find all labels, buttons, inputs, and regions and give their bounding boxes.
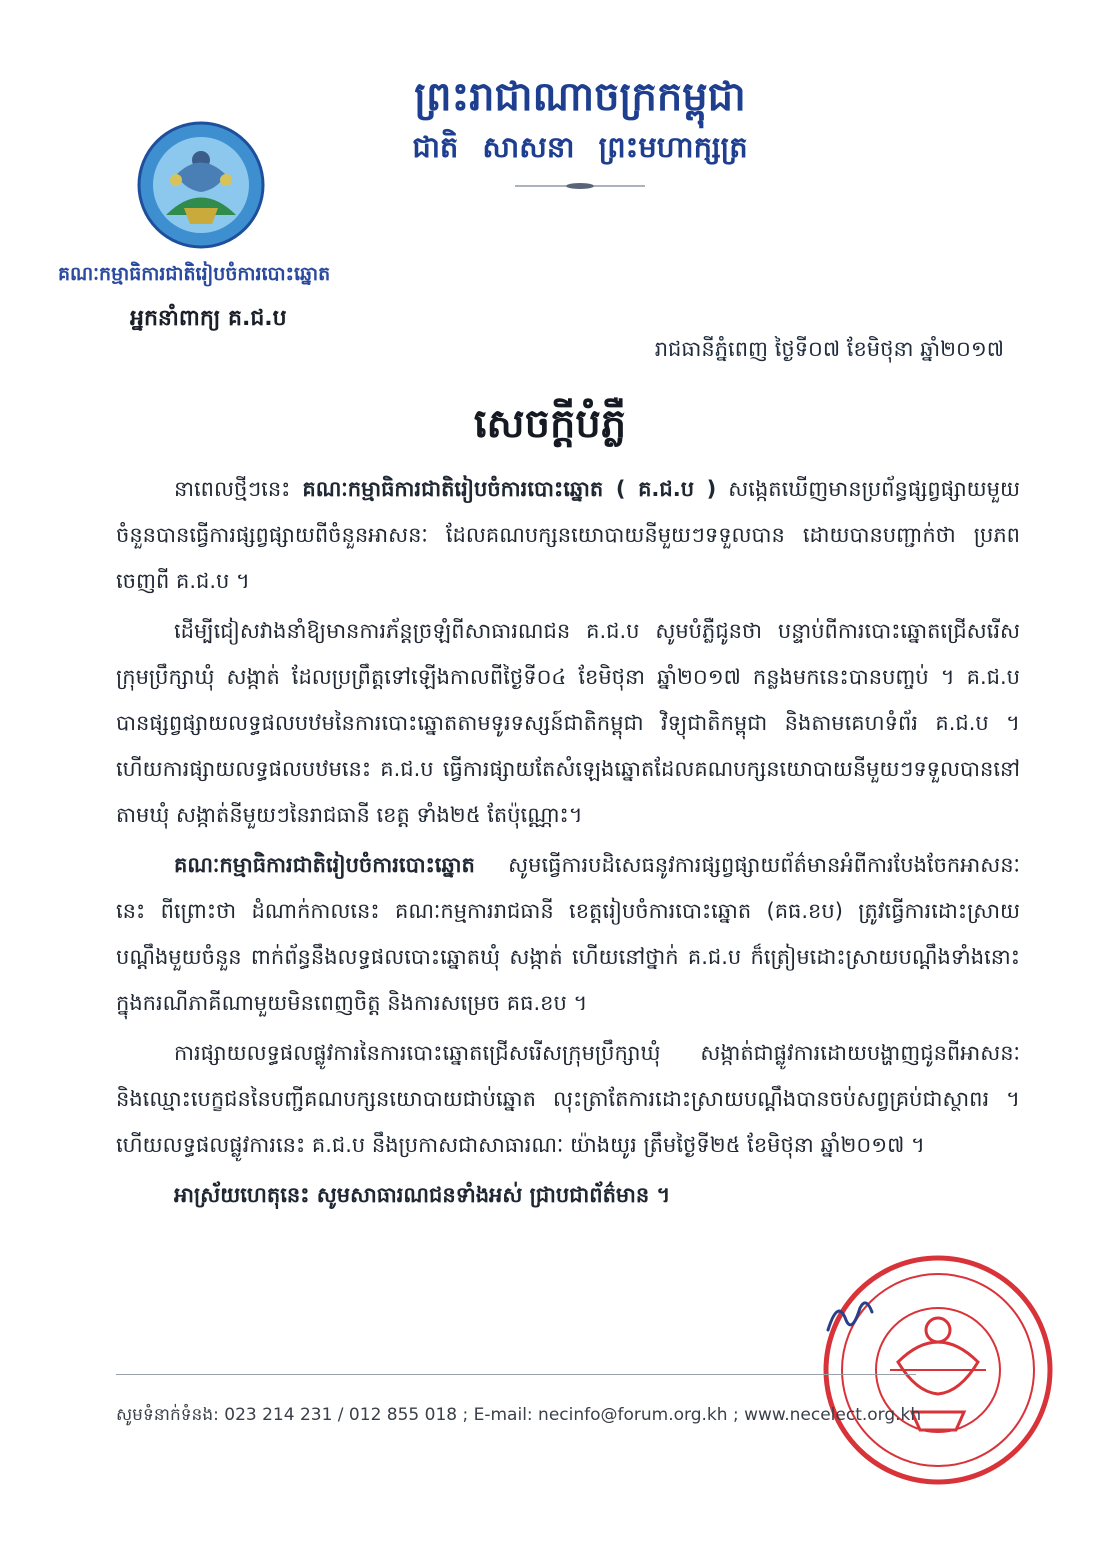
paragraph-1-text: សង្កេតឃើញមានប្រព័ន្ធផ្សព្វផ្សាយមួយចំនួនបានធ្វើការផ្សព្វផ្សាយពីចំនួនអាសនៈ ដែលគណបក្សនយោបាយនីមួយៗទទួលបាន ដោយបានបញ្ជាក់ថា ប្រភពចេញពី គ.ជ.ប ។ — [116, 477, 1021, 593]
date-line: រាជធានីភ្នំពេញ ថ្ងៃទី០៧ ខែមិថុនា ឆ្នាំ២០១៧ — [654, 337, 1004, 361]
paragraph-1 — [116, 466, 1020, 604]
paragraph-1-lead: នាពេលថ្មីៗនេះ — [174, 477, 291, 501]
kingdom-heading-block — [330, 70, 830, 172]
ornament-divider-icon — [515, 182, 645, 190]
paragraph-2: ដើម្បីជៀសវាងនាំឱ្យមានការភ័ន្តច្រឡំពីសាធារណជន គ.ជ.ប សូមបំភ្លឺជូនថា បន្ទាប់ពីការបោះឆ្នោតជ្រើសរើសក្រុមប្រឹក្សាឃុំ សង្កាត់ ដែលប្រព្រឹត្តទៅឡើងកាលពីថ្ងៃទី០៤ ខែមិថុនា ឆ្នាំ២០១៧ កន្លងមកនេះបានបញ្ចប់ ។ គ.ជ.ប បានផ្សព្វផ្សាយលទ្ធផលបឋមនៃការបោះឆ្នោតតាមទូរទស្សន៍ជាតិកម្ពុជា វិទ្យុជាតិកម្ពុជា និងតាមគេហទំព័រ គ.ជ.ប ។ ហើយការផ្សាយលទ្ធផលបឋមនេះ គ.ជ.ប ធ្វើការផ្សាយតែសំឡេងឆ្នោតដែលគណបក្សនយោបាយនីមួយៗទទួលបាននៅតាមឃុំ សង្កាត់នីមួយៗនៃរាជធានី ខេត្ត ទាំង២៥ តែប៉ុណ្ណោះ។ — [116, 619, 1020, 827]
closing-statement: អាស្រ័យហេតុនេះ សូមសាធារណជនទាំងអស់ ជ្រាបជាព័ត៌មាន ។ — [174, 1183, 671, 1207]
paragraph-3-org: គណៈកម្មាធិការជាតិរៀបចំការបោះឆ្នោត — [174, 853, 475, 877]
nec-emblem-icon — [136, 120, 266, 250]
signature-icon — [820, 1290, 880, 1340]
official-seal-icon — [820, 1252, 1056, 1488]
document-title: សេចក្តីបំភ្លឺ — [473, 400, 627, 447]
contact-footer: សូមទំនាក់ទំនង: 023 214 231 / 012 855 018 ; E-mail: necinfo@forum.org.kh ; www.necelect.org.kh — [116, 1405, 922, 1425]
footer-divider — [116, 1374, 916, 1375]
paragraph-4: ការផ្សាយលទ្ធផលផ្លូវការនៃការបោះឆ្នោតជ្រើសរើសក្រុមប្រឹក្សាឃុំ សង្កាត់ជាផ្លូវការដោយបង្ហាញជូនពីអាសនៈ និងឈ្មោះបេក្ខជននៃបញ្ជីគណបក្សនយោបាយជាប់ឆ្នោត លុះត្រាតែការដោះស្រាយបណ្តឹងបានចប់សព្វគ្រប់ជាស្ថាពរ ។ ហើយលទ្ធផលផ្លូវការនេះ គ.ជ.ប នឹងប្រកាសជាសាធារណៈ យ៉ាងយូរ ត្រឹមថ្ងៃទី២៥ ខែមិថុនា ឆ្នាំ២០១៧ ។ — [116, 1041, 1020, 1157]
paragraph-1-org: គណៈកម្មាធិការជាតិរៀបចំការបោះឆ្នោត ( គ.ជ.ប ) — [302, 477, 717, 501]
kingdom-title: ព្រះរាជាណាចក្រកម្ពុជា — [414, 73, 746, 120]
spokesperson-label: អ្នកនាំពាក្យ គ.ជ.ប — [130, 306, 287, 331]
paragraph-3-text: សូមធ្វើការបដិសេធនូវការផ្សព្វផ្សាយព័ត៌មានអំពីការបែងចែកអាសនៈនេះ ពីព្រោះថា ដំណាក់កាលនេះ គណៈកម្មការរាជធានី ខេត្តរៀបចំការបោះឆ្នោត (គធ.ខប) ត្រូវធ្វើការដោះស្រាយបណ្តឹងមួយចំនួន ពាក់ព័ន្ធនឹងលទ្ធផលបោះឆ្នោតឃុំ សង្កាត់ ហើយនៅថ្នាក់ គ.ជ.ប ក៏ត្រៀមដោះស្រាយបណ្តឹងទាំងនោះ ក្នុងករណីភាគីណាមួយមិនពេញចិត្ត និងការសម្រេច គធ.ខប ។ — [116, 853, 1020, 1015]
document-body — [116, 466, 1020, 1222]
kingdom-motto: ជាតិ សាសនា ព្រះមហាក្សត្រ — [412, 130, 748, 164]
org-name: គណៈកម្មាធិការជាតិរៀបចំការបោះឆ្នោត — [58, 263, 331, 285]
paragraph-3 — [116, 842, 1020, 1026]
